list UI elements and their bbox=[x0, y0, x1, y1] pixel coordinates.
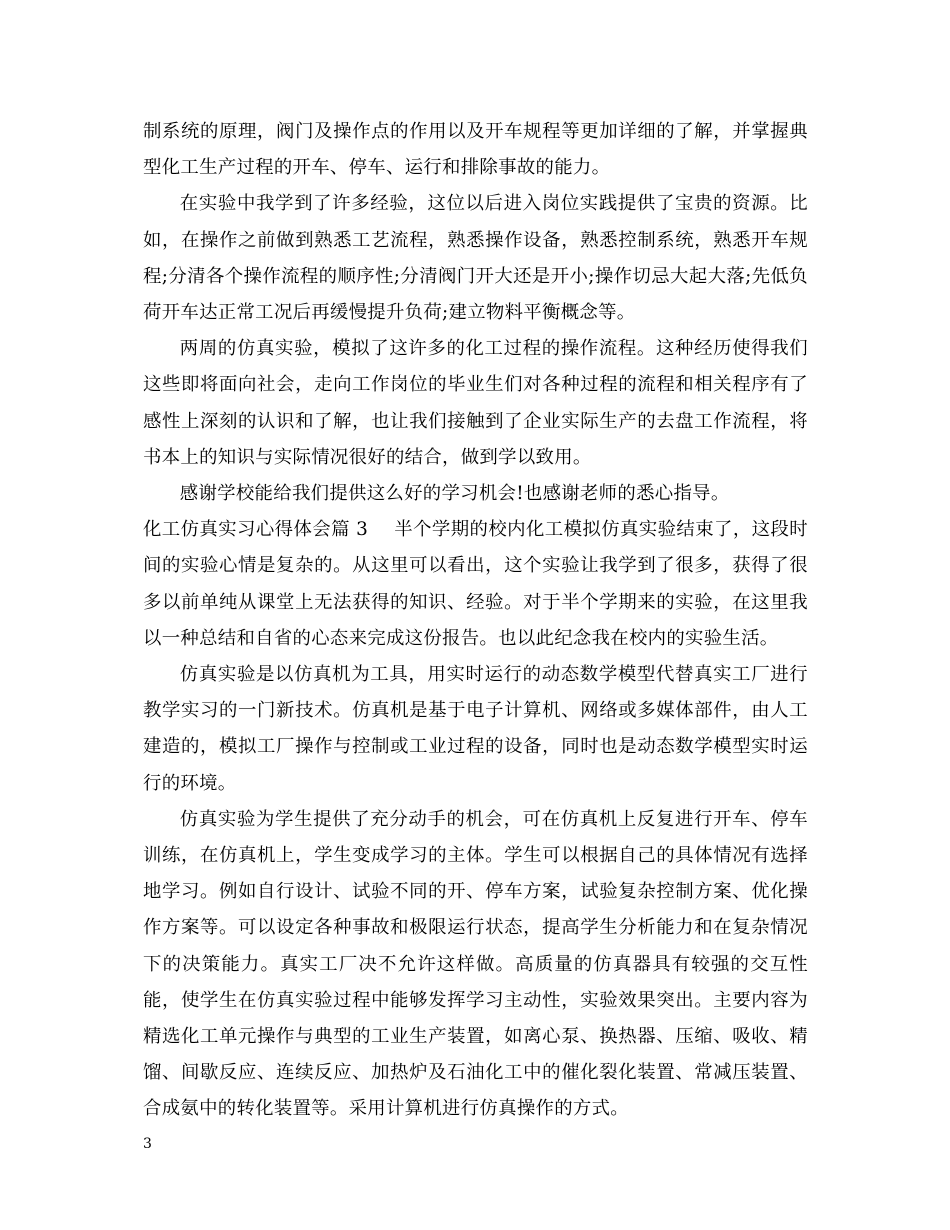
paragraph: 仿真实验是以仿真机为工具，用实时运行的动态数学模型代替真实工厂进行教学实习的一门新技术。仿真机是基于电子计算机、网络或多媒体部件，由人工建造的，模拟工厂操作与控制或工业过程的设备，同时也是动态数学模型实时运行的环境。 bbox=[143, 664, 808, 794]
body-text bbox=[143, 114, 808, 1128]
paragraph: 制系统的原理，阀门及操作点的作用以及开车规程等更加详细的了解，并掌握典型化工生产过程的开车、停车、运行和排除事故的能力。 bbox=[143, 121, 808, 179]
section-paragraph bbox=[143, 512, 808, 657]
section-heading: 化工仿真实习心得体会篇 3 bbox=[143, 519, 369, 541]
page-number: 3 bbox=[143, 1136, 152, 1152]
paragraph: 在实验中我学到了许多经验，这位以后进入岗位实践提供了宝贵的资源。比如，在操作之前做到熟悉工艺流程，熟悉操作设备，熟悉控制系统，熟悉开车规程;分清各个操作流程的顺序性;分清阀门开大还是开小;操作切忌大起大落;先低负荷开车达正常工况后再缓慢提升负荷;建立物料平衡概念等。 bbox=[143, 193, 808, 324]
paragraph: 仿真实验为学生提供了充分动手的机会，可在仿真机上反复进行开车、停车训练，在仿真机上，学生变成学习的主体。学生可以根据自己的具体情况有选择地学习。例如自行设计、试验不同的开、停车方案，试验复杂控制方案、优化操作方案等。可以设定各种事故和极限运行状态，提高学生分析能力和在复杂情况下的决策能力。真实工厂决不允许这样做。高质量的仿真器具有较强的交互性能，使学生在仿真实验过程中能够发挥学习主动性，实验效果突出。主要内容为精选化工单元操作与典型的工业生产装置，如离心泵、换热器、压缩、吸收、精馏、间歇反应、连续反应、加热炉及石油化工中的催化裂化装置、常减压装置、合成氨中的转化装置等。采用计算机进行仿真操作的方式。 bbox=[143, 808, 808, 1120]
paragraph: 感谢学校能给我们提供这么好的学习机会!也感谢老师的悉心指导。 bbox=[179, 483, 730, 505]
section-paragraph-text: 半个学期的校内化工模拟仿真实验结束了，这段时间的实验心情是复杂的。从这里可以看出，这个实验让我学到了很多，获得了很多以前单纯从课堂上无法获得的知识、经验。对于半个学期来的实验，在这里我以一种总结和自省的心态来完成这份报告。也以此纪念我在校内的实验生活。 bbox=[143, 519, 808, 649]
paragraph: 两周的仿真实验，模拟了这许多的化工过程的操作流程。这种经历使得我们这些即将面向社会，走向工作岗位的毕业生们对各种过程的流程和相关程序有了感性上深刻的认识和了解，也让我们接触到了企业实际生产的去盘工作流程，将书本上的知识与实际情况很好的结合，做到学以致用。 bbox=[143, 338, 808, 468]
